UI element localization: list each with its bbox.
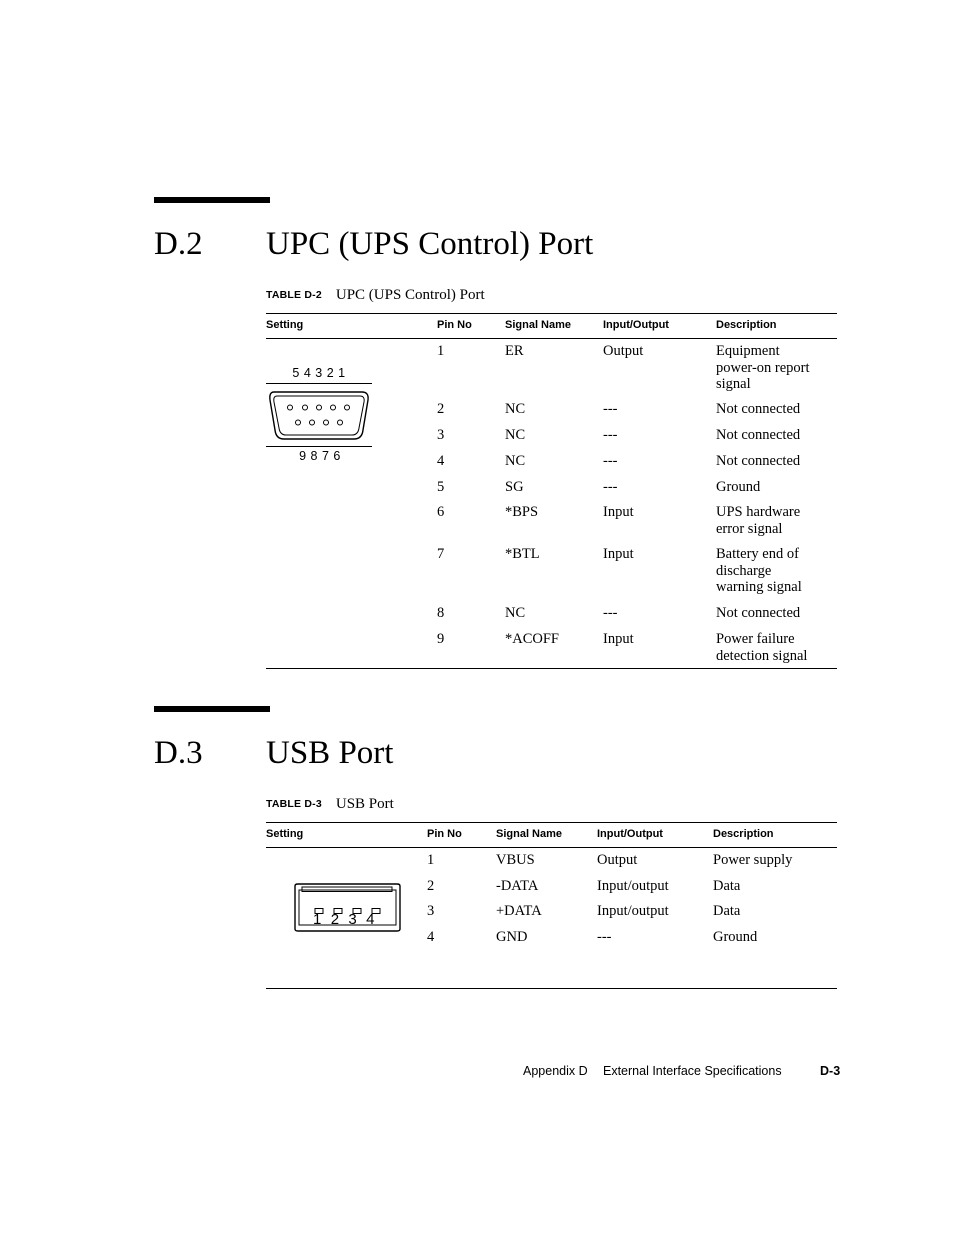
connector-top-pin-labels: 5 4 3 2 1 [292, 366, 346, 380]
description-line: Not connected [716, 605, 801, 621]
table-bottom-rule [266, 668, 837, 669]
pin-number-cell: 7 [437, 546, 445, 562]
pin-number-cell: 1 [437, 343, 445, 359]
description-line: Not connected [716, 401, 801, 417]
section-rule [154, 197, 270, 203]
signal-name-cell: +DATA [496, 903, 542, 919]
signal-name-cell: *BPS [505, 504, 539, 520]
input-output-cell: --- [603, 605, 618, 621]
header-input-output: Input/Output [597, 828, 663, 840]
input-output-cell: Input [603, 504, 634, 520]
description-line: Equipment [716, 343, 780, 359]
description-line: UPS hardware [716, 504, 801, 520]
header-setting: Setting [266, 319, 304, 331]
input-output-cell: Output [597, 852, 638, 868]
table-label: TABLE D-2 [266, 289, 322, 301]
table-caption [266, 286, 485, 304]
table-header-rule [266, 847, 837, 848]
description-line: detection signal [716, 647, 808, 664]
pin-number-cell: 2 [437, 401, 445, 417]
signal-name-cell: NC [505, 605, 526, 621]
description-cell [716, 479, 760, 496]
input-output-cell: Input [603, 631, 634, 647]
section-number: D.3 [154, 735, 203, 771]
description-line: Power supply [713, 852, 793, 868]
pin-number-cell: 6 [437, 504, 445, 520]
usb-pin-labels: 1 2 3 4 [313, 911, 378, 928]
signal-name-cell: GND [496, 929, 528, 945]
signal-name-cell: *ACOFF [505, 631, 559, 647]
input-output-cell: --- [603, 479, 618, 495]
section-title: USB Port [266, 735, 394, 771]
input-output-cell: Output [603, 343, 644, 359]
description-cell [716, 343, 810, 393]
description-line: power-on report [716, 359, 810, 376]
description-line: discharge [716, 562, 772, 579]
description-line: Data [713, 903, 741, 919]
pin-number-cell: 1 [427, 852, 435, 868]
description-line: Not connected [716, 427, 801, 443]
input-output-cell: --- [603, 401, 618, 417]
section-number: D.2 [154, 226, 203, 262]
input-output-cell: Input/output [597, 878, 669, 894]
table-caption-text: USB Port [335, 796, 394, 812]
description-line: Ground [713, 929, 758, 945]
section-rule [154, 706, 270, 712]
description-line: warning signal [716, 579, 802, 596]
signal-name-cell: NC [505, 401, 526, 417]
usb-connector-figure [292, 882, 404, 934]
section-title: UPC (UPS Control) Port [266, 226, 594, 262]
signal-name-cell: NC [505, 453, 526, 469]
description-line: Not connected [716, 453, 801, 469]
header-description: Description [716, 319, 777, 331]
input-output-cell: Input [603, 546, 634, 562]
pin-number-cell: 4 [427, 929, 435, 945]
table-label: TABLE D-3 [266, 798, 322, 810]
description-cell [716, 401, 800, 418]
description-line: error signal [716, 520, 783, 537]
connector-bottom-pin-labels: 9 8 7 6 [299, 449, 341, 463]
header-signal-name: Signal Name [505, 319, 572, 331]
pin-number-cell: 4 [437, 453, 445, 469]
pin-number-cell: 8 [437, 605, 445, 621]
footer-page-number: D-3 [820, 1064, 841, 1078]
pin-number-cell: 5 [437, 479, 445, 495]
pin-number-cell: 2 [427, 878, 435, 894]
input-output-cell: --- [603, 427, 618, 443]
description-line: Power failure [716, 631, 795, 647]
signal-name-cell: *BTL [505, 546, 540, 562]
header-pin-no: Pin No [437, 319, 472, 331]
description-line: Data [713, 878, 741, 894]
pin-number-cell: 3 [427, 903, 435, 919]
description-cell [716, 546, 802, 596]
header-signal-name: Signal Name [496, 828, 563, 840]
input-output-cell: Input/output [597, 903, 669, 919]
signal-name-cell: -DATA [496, 878, 539, 894]
description-line: signal [716, 376, 751, 393]
table-caption [266, 795, 394, 813]
table-caption-text: UPC (UPS Control) Port [335, 287, 485, 303]
description-cell [716, 427, 800, 444]
db9-connector-figure [266, 366, 376, 466]
description-cell [716, 504, 800, 537]
signal-name-cell: NC [505, 427, 526, 443]
footer-appendix: Appendix D [523, 1064, 588, 1078]
signal-name-cell: ER [505, 343, 524, 359]
table-bottom-rule [266, 988, 837, 989]
header-pin-no: Pin No [427, 828, 462, 840]
description-line: Battery end of [716, 546, 799, 562]
pin-number-cell: 3 [437, 427, 445, 443]
pin-number-cell: 9 [437, 631, 445, 647]
table-header-rule [266, 338, 837, 339]
header-description: Description [713, 828, 774, 840]
input-output-cell: --- [603, 453, 618, 469]
signal-name-cell: VBUS [496, 852, 535, 868]
description-cell [716, 631, 807, 664]
description-cell [713, 878, 740, 895]
input-output-cell: --- [597, 929, 612, 945]
description-line: Ground [716, 479, 761, 495]
description-cell [716, 453, 800, 470]
table-top-rule [266, 822, 837, 823]
description-cell [713, 852, 792, 869]
footer-chapter-title: External Interface Specifications [603, 1064, 782, 1078]
header-input-output: Input/Output [603, 319, 669, 331]
description-cell [716, 605, 800, 622]
description-cell [713, 903, 740, 920]
table-top-rule [266, 313, 837, 314]
header-setting: Setting [266, 828, 304, 840]
description-cell [713, 929, 757, 946]
signal-name-cell: SG [505, 479, 524, 495]
